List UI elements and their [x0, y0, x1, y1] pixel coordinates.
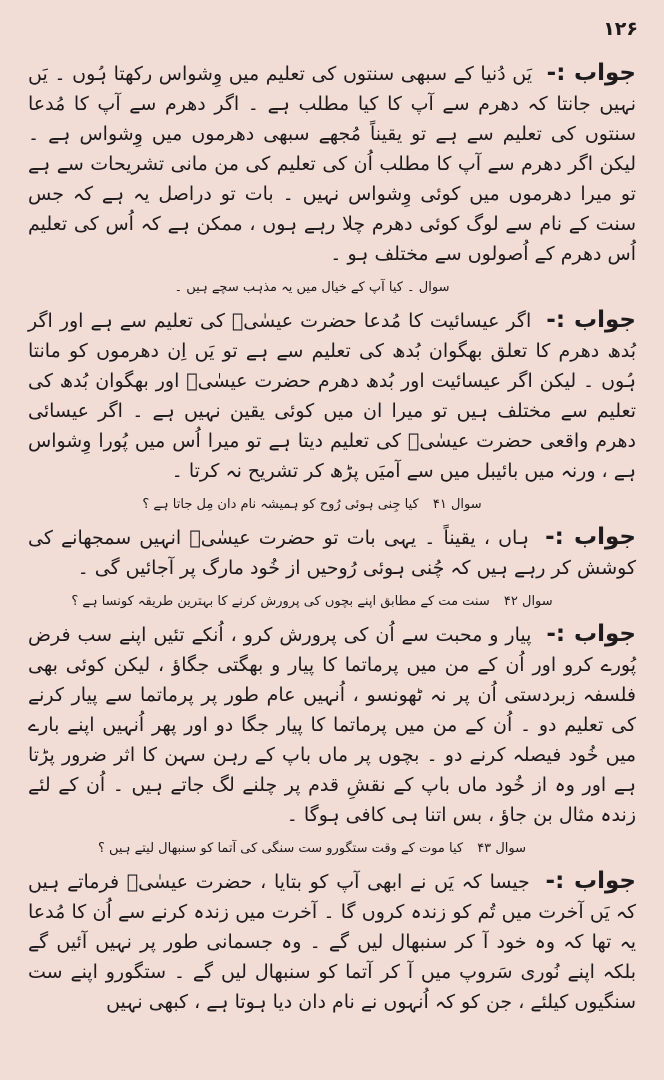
question-number: ۴۲	[503, 594, 518, 609]
answer-text: پیار و محبت سے اُن کی پرورش کرو ، اُنکے تئیں اپنے سب فرض پُورے کرو اور اُن کے من میں پرماتما کا پیار و بھگتی جگاؤ ، لیکن کوئی بھی فلسفہ زبردستی اُن پر نہ ٹھونسو ، اُنہیں عام طور پر پرماتما سے پیار کرنے کی تعلیم دو ۔ اُن کے من میں پرماتما کا پیار جگا دو اور پھر اُنہیں اپنے بارے میں خُود فیصلہ کرنے دو ۔ بچوں پر ماں باپ کے رہن سہن کا اثر ضرور پڑتا ہے اور وہ از خُود ماں باپ کے نقشِ قدم پر چلنے لگ جاتے ہیں ۔ اُن کے لئے زندہ مثال بن جاؤ ، بس اتنا ہی کافی ہوگا ۔	[28, 624, 636, 826]
question-text: سنت مت کے مطابق اپنے بچوں کی پرورش کرنے کا بہترین طریقہ کونسا ہے ؟	[71, 594, 490, 609]
question-line	[28, 591, 636, 613]
answer-paragraph	[28, 522, 636, 583]
answer-label: جواب :-	[545, 868, 636, 894]
answer-text: اگر عیسائیت کا مُدعا حضرت عیسٰیؑ کی تعلیم سے ہے اور اگر بُدھ دھرم کا تعلق بھگوان بُدھ کی تعلیم سے ہے تو یَں اِن دھرموں کو مانتا ہُوں ۔ لیکن اگر عیسائیت اور بُدھ دھرم حضرت عیسٰیؑ اور بھگوان بُدھ کی تعلیم سے مختلف ہیں تو میرا ان میں کوئی یقین نہیں ہے ۔ اگر عیسائی دھرم واقعی حضرت عیسٰیؑ کی تعلیم دیتا ہے تو میرا اُس میں پُورا وِشواس ہے ، ورنہ میں بائیبل میں سے آمیَں پڑھ کر تشریح نہ کرتا ۔	[28, 310, 636, 482]
question-text: کیا جِنی ہوئی رُوح کو ہمیشہ نام دان مِل جاتا ہے ؟	[142, 497, 419, 512]
question-label: سوال	[450, 497, 482, 512]
question-number: ۴۱	[432, 497, 447, 512]
answer-paragraph	[28, 305, 636, 486]
answer-text: جیسا کہ یَں نے ابھی آپ کو بتایا ، حضرت عیسٰیؑ فرماتے ہیں کہ یَں آخرت میں تُم کو زندہ کروں گا ۔ آخرت میں زندہ کرنے سے اُن کا مُدعا یہ تھا کہ وہ خود آ کر سنبھال لیں گے ۔ وہ جسمانی طور پر نہیں آئیں گے بلکہ اپنے نُوری سَروپ میں آ کر آتما کو سنبھال لیں گے ۔ ستگورو اپنے ست سنگیوں کیلئے ، جن کو کہ اُنہوں نے نام دان دیا ہوتا ہے ، کبھی نہیں	[28, 871, 636, 1013]
answer-label: جواب :-	[546, 621, 636, 647]
question-number: ۴۳	[477, 841, 492, 856]
question-line	[28, 838, 636, 860]
answer-label: جواب :-	[546, 307, 637, 333]
question-line: سوال ۔ کیا آپ کے خیال میں یہ مذہب سچے ہیں ۔	[174, 280, 450, 295]
answer-label: جواب :-	[545, 524, 636, 550]
answer-text: یَں دُنیا کے سبھی سنتوں کی تعلیم میں وِشواس رکھتا ہُوں ۔ یَں نہیں جانتا کہ دھرم سے آپ کا کیا مطلب ہے ۔ اگر دھرم سے آپ کا مُدعا سنتوں کی تعلیم سے ہے تو یقیناً مُجھے سبھی دھرموں میں وِشواس ہے ۔ لیکن اگر دھرم سے آپ کا مطلب اُن کی تعلیم کی من مانی تشریحات سے ہے تو میرا دھرموں میں کوئی وِشواس نہیں ۔ بات تو دراصل یہ ہے کہ جس سنت کے نام سے لوگ کوئی دھرم چلا رہے ہوں ، ممکن ہے کہ اُس کی تعلیم اُس دھرم کے اُصولوں سے مختلف ہو ۔	[28, 63, 636, 265]
page-content	[28, 58, 636, 1072]
answer-paragraph	[28, 58, 636, 269]
question-text: کیا موت کے وقت ستگورو ست سنگی کی آتما کو سنبھال لیتے ہیں ؟	[98, 841, 464, 856]
answer-paragraph	[28, 866, 636, 1017]
answer-text: ہاں ، یقیناً ۔ یہی بات تو حضرت عیسٰیؑ انہیں سمجھانے کی کوشش کر رہے ہیں کہ چُنی ہوئی رُوحیں از خُود مارگ پر آجائیں گی ۔	[28, 527, 636, 579]
question-label: سوال	[495, 841, 526, 856]
question-line	[28, 494, 636, 516]
answer-paragraph	[28, 619, 636, 830]
page-number: ۱۲۶	[603, 18, 638, 40]
question-label: سوال	[522, 594, 553, 609]
answer-label: جواب :-	[546, 60, 636, 86]
